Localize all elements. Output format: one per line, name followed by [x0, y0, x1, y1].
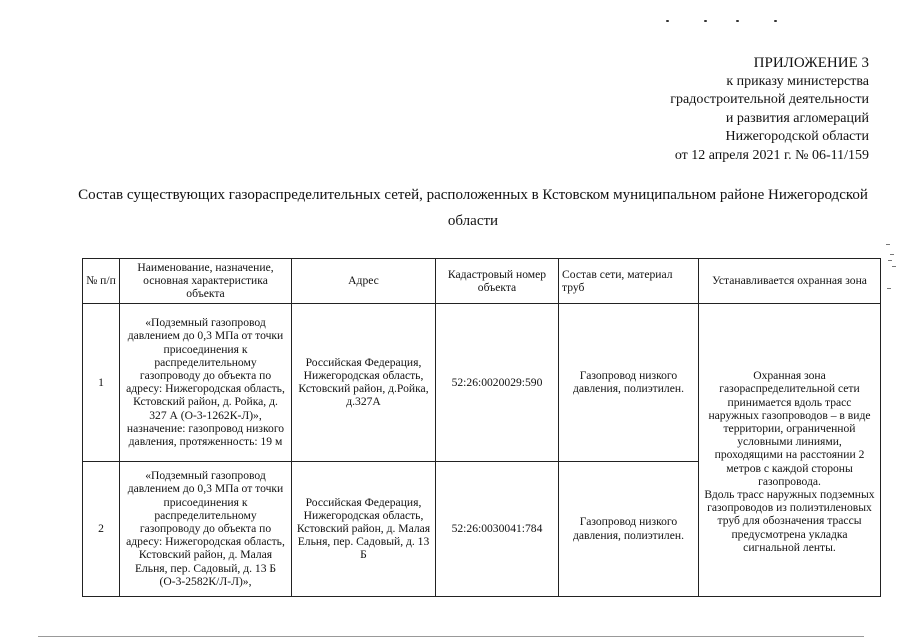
column-header-number: № п/п	[83, 259, 120, 304]
column-header-address: Адрес	[292, 259, 436, 304]
title-line-1: Состав существующих газораспределительных сетей, расположенных в Кстовском муниципальном районе Нижегородской	[78, 187, 868, 203]
cadastral-number-cell: 52:26:0030041:784	[436, 461, 559, 596]
table-header-row	[83, 259, 881, 304]
header-line: Нижегородской области	[725, 129, 869, 145]
appendix-label: ПРИЛОЖЕНИЕ 3	[753, 55, 869, 71]
network-composition-cell: Газопровод низкого давления, полиэтилен.	[559, 461, 699, 596]
scan-edge-marks	[884, 244, 898, 304]
column-header-name: Наименование, назначение, основная характеристика объекта	[120, 259, 292, 304]
page-bottom-edge	[38, 636, 864, 637]
protection-zone-cell	[699, 303, 881, 596]
row-number: 1	[83, 303, 120, 461]
title-line-2: области	[447, 213, 499, 229]
row-number: 2	[83, 461, 120, 596]
header-line: градостроительной деятельности	[670, 92, 869, 108]
column-header-zone: Устанавливается охранная зона	[699, 259, 881, 304]
address-cell: Российская Федерация, Нижегородская область, Кстовский район, д.Ройка, д.327А	[292, 303, 436, 461]
cadastral-number-cell: 52:26:0020029:590	[436, 303, 559, 461]
column-header-cadastral: Кадастровый номер объекта	[436, 259, 559, 304]
document-title	[60, 182, 886, 234]
header-line: к приказу министерства	[726, 73, 869, 89]
zone-text-part-2: Вдоль трасс наружных подземных газопроводов из полиэтиленовых труб для обозначения трассы предусмотрена укладка сигнальной ленты.	[704, 488, 875, 554]
zone-text-part-1: Охранная зона газораспределительной сети принимается вдоль трасс наружных газопроводов – в виде территории, ограниченной условными линиями, проходящими на расстоянии 2 метров с каждой стороны газопровода.	[708, 369, 871, 488]
header-line: и развития агломераций	[725, 110, 869, 126]
order-date-number: от 12 апреля 2021 г. № 06-11/159	[674, 147, 869, 163]
scan-specks	[660, 18, 800, 24]
object-name-cell: «Подземный газопровод давлением до 0,3 МПа от точки присоединения к распределительному газопроводу до объекта по адресу: Нижегородская область, Кстовский район, д. Малая Ельня, пер. Садовый, д. 13 Б (О-3-2582К/Л-Л)»,	[120, 461, 292, 596]
gas-network-table	[82, 258, 881, 597]
address-cell: Российская Федерация, Нижегородская область, Кстовский район, д. Малая Ельня, пер. Садовый, д. 13 Б	[292, 461, 436, 596]
table-row	[83, 303, 881, 461]
object-name-cell: «Подземный газопровод давлением до 0,3 МПа от точки присоединения к распределительному газопроводу до объекта по адресу: Нижегородская область, Кстовский район, д. Ройка, д. 327 А (О-3-1262К-Л)», назначение: газопровод низкого давления, протяженность: 19 м	[120, 303, 292, 461]
network-composition-cell: Газопровод низкого давления, полиэтилен.	[559, 303, 699, 461]
document-header	[569, 54, 869, 166]
column-header-network: Состав сети, материал труб	[559, 259, 699, 304]
